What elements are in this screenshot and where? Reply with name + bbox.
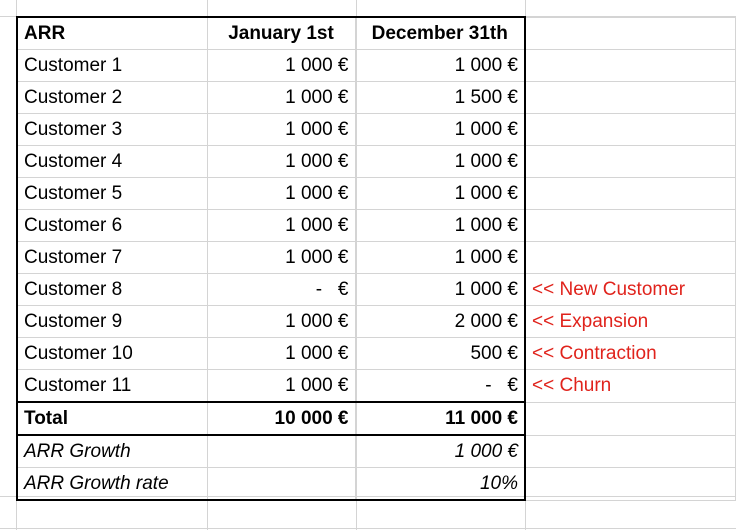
jan-value[interactable]: 1 000 € [207, 114, 355, 146]
note-cell[interactable] [525, 210, 735, 242]
growth-rate-value[interactable]: 10% [355, 468, 525, 501]
jan-value[interactable]: 1 000 € [207, 338, 355, 370]
note-cell[interactable] [525, 178, 735, 210]
dec-value[interactable]: 1 000 € [355, 50, 525, 82]
empty-cell[interactable] [525, 17, 735, 50]
empty-cell[interactable] [525, 402, 735, 435]
jan-value[interactable]: - € [207, 274, 355, 306]
note-cell[interactable]: << Contraction [525, 338, 735, 370]
jan-value[interactable]: 1 000 € [207, 242, 355, 274]
total-jan[interactable]: 10 000 € [207, 402, 355, 435]
note-cell[interactable]: << Churn [525, 370, 735, 403]
jan-value[interactable]: 1 000 € [207, 146, 355, 178]
customer-name[interactable]: Customer 7 [17, 242, 207, 274]
empty-cell[interactable] [525, 468, 735, 501]
table-row [17, 210, 735, 242]
header-row [17, 17, 735, 50]
arr-table [16, 16, 736, 501]
growth-label[interactable]: ARR Growth [17, 435, 207, 468]
customer-name[interactable]: Customer 11 [17, 370, 207, 403]
empty-cell[interactable] [207, 435, 355, 468]
customer-name[interactable]: Customer 4 [17, 146, 207, 178]
table-row [17, 82, 735, 114]
note-cell[interactable] [525, 146, 735, 178]
growth-rate-label[interactable]: ARR Growth rate [17, 468, 207, 501]
header-december[interactable]: December 31th [355, 17, 525, 50]
customer-name[interactable]: Customer 8 [17, 274, 207, 306]
jan-value[interactable]: 1 000 € [207, 178, 355, 210]
total-row [17, 402, 735, 435]
jan-value[interactable]: 1 000 € [207, 306, 355, 338]
table-row [17, 50, 735, 82]
note-cell[interactable] [525, 114, 735, 146]
total-dec[interactable]: 11 000 € [355, 402, 525, 435]
note-cell[interactable]: << Expansion [525, 306, 735, 338]
note-cell[interactable] [525, 242, 735, 274]
customer-name[interactable]: Customer 2 [17, 82, 207, 114]
dec-value[interactable]: 1 000 € [355, 274, 525, 306]
dec-value[interactable]: 1 000 € [355, 242, 525, 274]
growth-value[interactable]: 1 000 € [355, 435, 525, 468]
jan-value[interactable]: 1 000 € [207, 82, 355, 114]
customer-name[interactable]: Customer 1 [17, 50, 207, 82]
table-row [17, 178, 735, 210]
empty-cell[interactable] [207, 468, 355, 501]
note-cell[interactable] [525, 50, 735, 82]
header-january[interactable]: January 1st [207, 17, 355, 50]
table-row [17, 306, 735, 338]
dec-value[interactable]: 1 000 € [355, 178, 525, 210]
total-label[interactable]: Total [17, 402, 207, 435]
note-cell[interactable] [525, 82, 735, 114]
customer-name[interactable]: Customer 5 [17, 178, 207, 210]
note-cell[interactable]: << New Customer [525, 274, 735, 306]
dec-value[interactable]: 1 500 € [355, 82, 525, 114]
dec-value[interactable]: 1 000 € [355, 114, 525, 146]
table-row [17, 370, 735, 403]
dec-value[interactable]: 1 000 € [355, 210, 525, 242]
dec-value[interactable]: 1 000 € [355, 146, 525, 178]
growth-rate-row [17, 468, 735, 501]
table-row [17, 114, 735, 146]
table-row [17, 242, 735, 274]
dec-value[interactable]: 2 000 € [355, 306, 525, 338]
header-arr[interactable]: ARR [17, 17, 207, 50]
jan-value[interactable]: 1 000 € [207, 50, 355, 82]
customer-name[interactable]: Customer 9 [17, 306, 207, 338]
gridline [0, 528, 736, 529]
table-row [17, 274, 735, 306]
growth-row [17, 435, 735, 468]
table-row [17, 146, 735, 178]
jan-value[interactable]: 1 000 € [207, 370, 355, 403]
customer-name[interactable]: Customer 10 [17, 338, 207, 370]
table-row [17, 338, 735, 370]
jan-value[interactable]: 1 000 € [207, 210, 355, 242]
empty-cell[interactable] [525, 435, 735, 468]
dec-value[interactable]: 500 € [355, 338, 525, 370]
customer-name[interactable]: Customer 3 [17, 114, 207, 146]
customer-name[interactable]: Customer 6 [17, 210, 207, 242]
dec-value[interactable]: - € [355, 370, 525, 403]
